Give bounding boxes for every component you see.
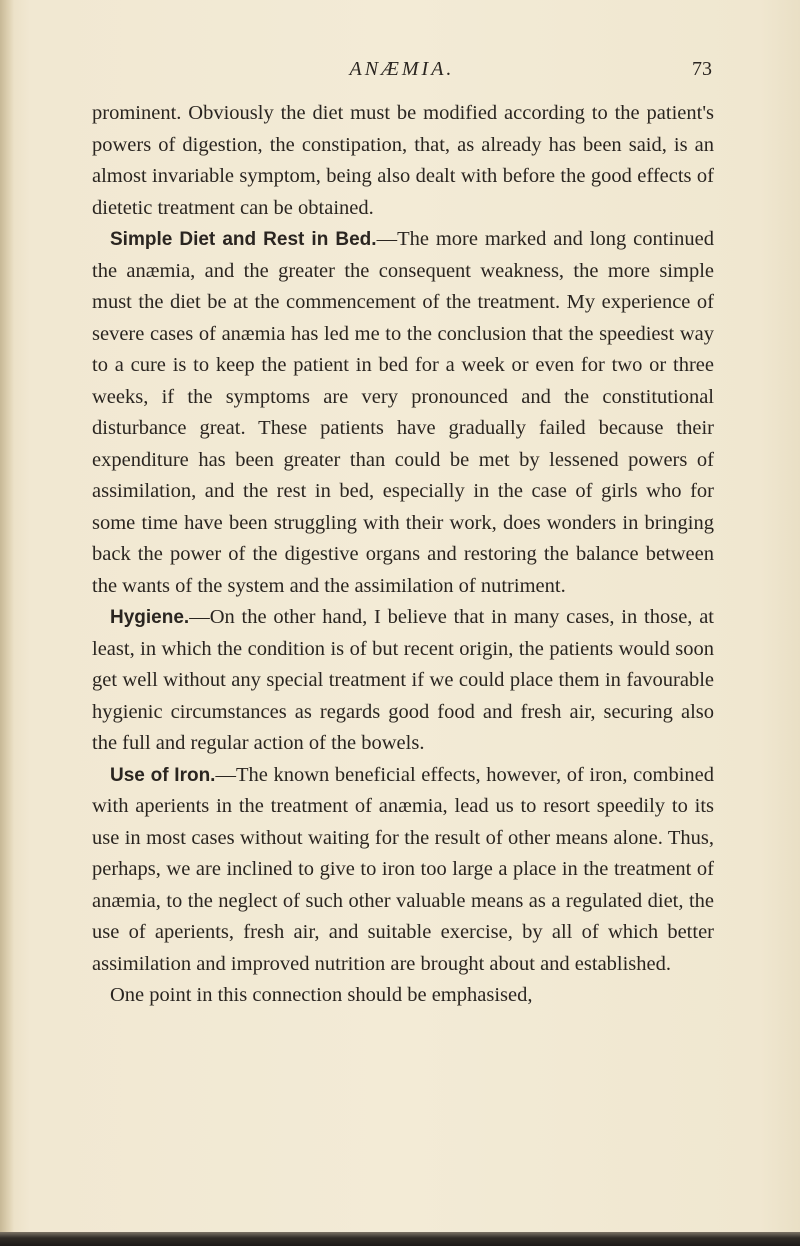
- section-heading: Use of Iron.: [110, 764, 216, 786]
- page-gutter-shadow: [0, 0, 14, 1246]
- section-heading: Simple Diet and Rest in Bed.: [110, 229, 377, 250]
- paragraph-body: —The known beneficial effects, however, of iron, combined with aperients in the treatment of anæmia, lead us to resort speedily to its use in most cases without waiting for the result of other means alone. Thus, perhaps, we are inclined to give to iron too large a place in the treatment of anæmia, to the neglect of such other valuable means as a regulated diet, the use of aperients, fresh air, and suitable exercise, by all of which better assimilation and improved nutrition are brought about and established.: [92, 763, 714, 975]
- page-bottom-edge: [0, 1232, 800, 1246]
- paragraph: [92, 98, 714, 224]
- paragraph-body: One point in this connection should be emphasised,: [110, 984, 533, 1006]
- paragraph-body: —The more marked and long continued the anæmia, and the greater the consequent weakness, the more simple must the diet be at the commencement of the treatment. My experience of severe cases of anæmia has led me to the conclusion that the speediest way to a cure is to keep the patient in bed for a week or even for two or three weeks, if the symptoms are very pronounced and the constitutional disturbance great. These patients have gradually failed because their expenditure has been greater than could be met by lessened powers of assimilation, and the rest in bed, especially in the case of girls who for some time have been struggling with their work, does wonders in bringing back the power of the digestive organs and restoring the balance between the wants of the system and the assimilation of nutriment.: [92, 228, 714, 597]
- body-text: [92, 98, 714, 1012]
- page-header: [92, 56, 712, 90]
- section-heading: Hygiene.: [110, 607, 190, 628]
- paragraph: [92, 760, 714, 981]
- paragraph-body: —On the other hand, I believe that in many cases, in those, at least, in which the condition is of but recent origin, the patients would soon get well without any special treatment if we could place them in favourable hygienic circumstances as regards good food and fresh air, securing also the full and regular action of the bowels.: [92, 606, 714, 754]
- running-title: ANÆMIA.: [349, 58, 455, 80]
- paragraph-body: prominent. Obviously the diet must be modified according to the patient's powers of digestion, the constipation, that, as already has been said, is an almost invariable symptom, being also dealt with before the good effects of dietetic treatment can be obtained.: [92, 102, 714, 219]
- paragraph: [92, 602, 714, 760]
- page-number: 73: [692, 58, 712, 80]
- paragraph: [92, 224, 714, 602]
- paragraph: [92, 980, 714, 1012]
